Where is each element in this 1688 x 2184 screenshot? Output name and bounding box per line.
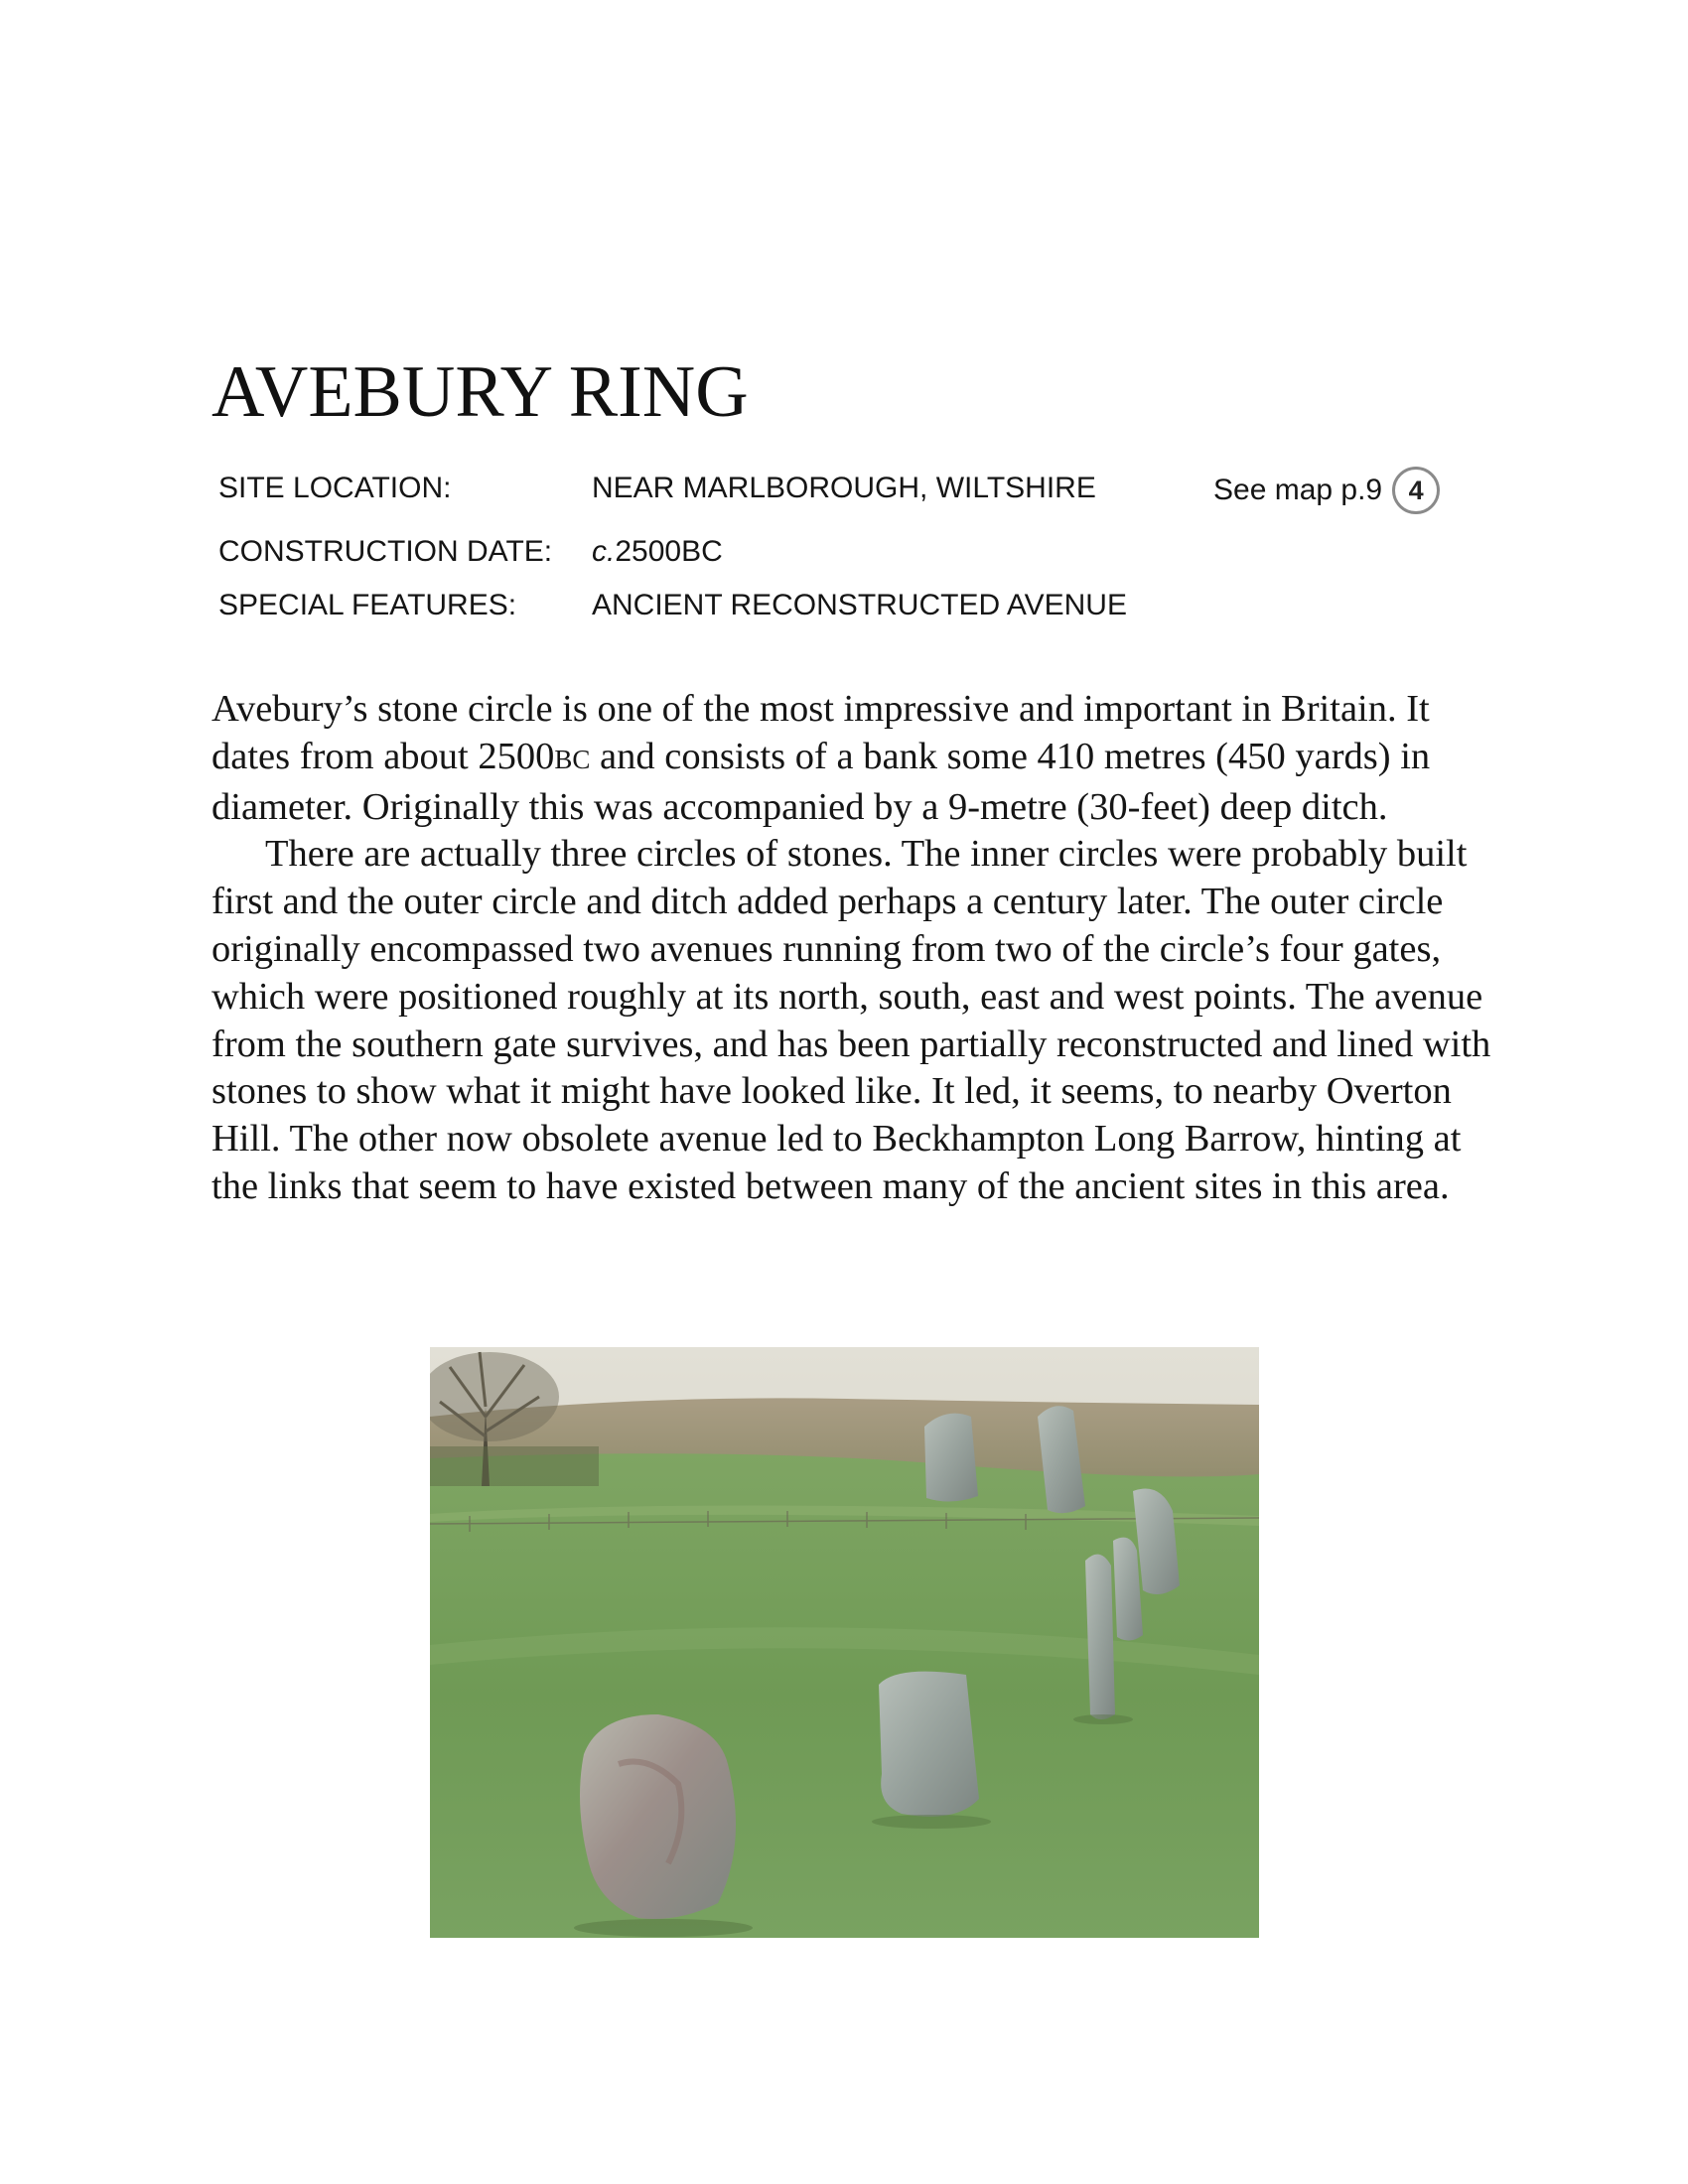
site-location-value: NEAR MARLBOROUGH, WILTSHIRE [592,472,1096,504]
map-reference-text: See map p.9 [1213,474,1383,506]
bc-small-caps: BC [554,744,591,774]
article-body [211,686,1492,1211]
site-location-label: SITE LOCATION: [218,472,452,504]
map-reference [1213,465,1440,516]
date-value: 2500BC [615,535,723,568]
special-features-value: ANCIENT RECONSTRUCTED AVENUE [592,589,1127,621]
map-number-badge: 4 [1392,467,1440,514]
special-features-label: SPECIAL FEATURES: [218,589,517,621]
paragraph-2: There are actually three circles of stones. The inner circles were probably built first and the outer circle and ditch added perhaps a century later. The outer circle originally encompassed two avenues running from two of the circle’s four gates, which were positioned roughly at its north, south, east and west points. The avenue from the southern gate survives, and has been partially reconstructed and lined with stones to show what it might have looked like. It led, it seems, to nearby Overton Hill. The other now obsolete avenue led to Beckhampton Long Barrow, hinting at the links that seem to have existed between many of the ancient sites in this area. [211,833,1491,1207]
standing-stones-photo [430,1347,1259,1938]
construction-date-label: CONSTRUCTION DATE: [218,535,553,568]
standing-stones-illustration [430,1347,1259,1938]
page-title: AVEBURY RING [211,351,749,433]
date-prefix: c. [592,535,616,568]
paragraph-1: Avebury’s stone circle is one of the most impressive and important in Britain. It dates from about 2500BC and consists of a bank some 410 metres (450 yards) in diameter. Originally this was accompanied by a 9-metre (30-feet) deep ditch. [211,688,1431,828]
construction-date-value [592,532,723,572]
